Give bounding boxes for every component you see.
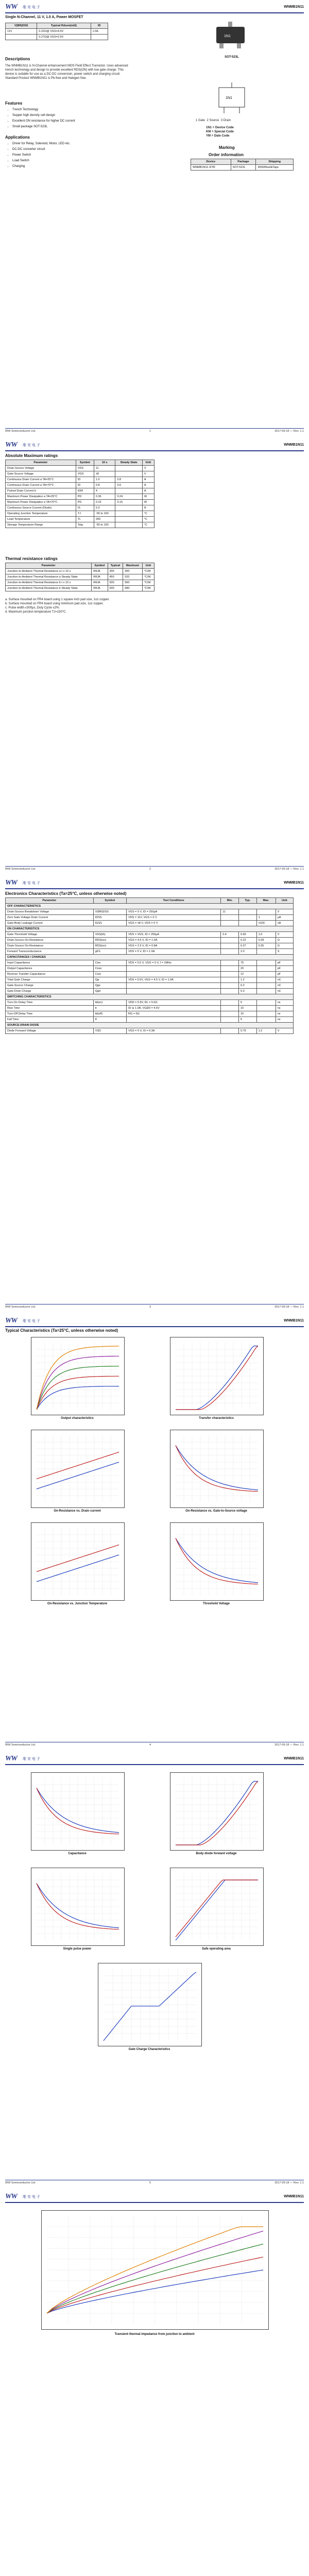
desc-title: Descriptions [5,57,30,61]
pin-diagram [196,82,268,118]
table-row: Junction-to-Ambient Thermal Resistance b Steady State RθJA 600 680 °C/W [6,586,154,591]
table-row: Gate-Threshold Voltage VGS(th) VDS = VGS, ID = 250μA 0.4 0.65 1.0 V [6,932,294,938]
chart-gate-charge [98,1963,202,2046]
table-row: Output Capacitance Coss 20 pF [6,966,294,972]
table-row: Maximum Power Dissipation a TA=25°C PD 0.36 0.24 W [6,494,154,500]
chart-single-pulse [31,1868,125,1946]
list-item: • Power Switch [12,152,136,158]
elec-title: Electronics Characteristics (Ta=25°C, unless otherwise noted) [5,891,127,896]
page-header: WW 维 安 电 子 WNMB1N11 [5,879,304,889]
table-row: Operating Junction Temperature TJ -55 to 150 °C [6,511,154,517]
table-row: Continuous Source Current (Diode) IS 0.3 A [6,505,154,511]
table-row: Gate-Drain Charge Qgd 0.3 nC [6,989,294,994]
svg-text:1N1: 1N1 [226,96,232,100]
table-row: Continuous Drain Current a TA=70°C ID 0.8 0.6 A [6,483,154,488]
order-table: Device Package Shipping WNMB1N11-3/TR SOT-523L 3000/Reel&Tape [191,159,294,171]
caption-body-diode: Body diode forward voltage [196,1852,237,1855]
order-title: Order information [209,152,244,157]
list-item: • Supper high density cell design [12,113,136,118]
page-6 [0,2190,309,2576]
list-item: • Trench Technology [12,107,136,113]
svg-text:1N1: 1N1 [224,35,231,38]
page-header [5,3,304,13]
caption-transfer: Transfer characteristics [199,1417,234,1420]
page-footer: WW Semiconductor Ltd. 4 2017-09-18 — Rev. 1.1 [5,1742,304,1748]
table-row: Gate-Source Charge Qgs 0.2 nC [6,983,294,989]
package-image [201,18,263,54]
table-row: Drain-Source On-Resistance RDS(on) VGS = 4.5 V, ID = 1.0A 0.22 0.28 Ω [6,938,294,943]
table-row: Input Capacitance Ciss VDS = 5.5 V, VGS = 0 V, f = 1MHz 75 pF [6,960,294,966]
chart-vth [170,1522,264,1601]
table-row: Turn-Off Delay Time td(off) RG = 6Ω 15 ns [6,1011,294,1017]
page-header: WW 维 安 电 子 WNMB1N11 [5,1317,304,1327]
caption-rdson-vgs: On-Resistance vs. Gate-to-Source voltage [185,1510,247,1513]
pin-labels: 1 Gate 2 Source 3 Drain [196,119,231,122]
table-row: Gate-Body Leakage Current IGSS VGS = ±8 V, VDS = 0 V ±100 nA [6,921,294,926]
chart-output [31,1337,125,1415]
features-list [7,107,136,130]
spec-table: V(BR)DSS Typical Rdson(mΩ) ID 11V 0.22Ω@ VGS=4.5V 1.0A 0.27Ω@ VGS=2.5V [5,23,108,40]
page-footer: WW Semiconductor Ltd. 3 2017-09-18 — Rev. 1.1 [5,1304,304,1310]
chart-rdson-id [31,1430,125,1508]
table-row: Diode Forward Voltage VSD VGS = 0 V, IS = 0.3A 0.75 1.2 V [6,1028,294,1034]
list-item: • Load Switch [12,158,136,164]
marking-title: Marking [219,145,235,150]
table-header: Parameter Symbol 10 s Steady State Unit [6,460,154,466]
table-row: Drain-Source On-Resistance RDS(on) VGS = 2.5 V, ID = 0.8A 0.27 0.35 Ω [6,943,294,949]
amr-table [5,460,154,528]
list-item: • Driver for Relay, Solenoid, Motor, LED etc. [12,141,136,147]
chart-rdson-vgs [170,1430,264,1508]
caption-gate-charge: Gate Charge Characteristics [128,2048,170,2051]
list-item: • Charging [12,164,136,170]
page-1 [0,0,309,438]
page-footer: WW Semiconductor Ltd. 2 2017-09-18 — Rev. 1.1 [5,866,304,872]
table-row: Zero Gate Voltage Drain Current IDSS VDS = 11V, VGS = 0 V 1 μA [6,915,294,921]
typ-title: Typical Characteristics (Ta=25°C, unless otherwise noted) [5,1328,118,1333]
table-header: Parameter Symbol Typical Maximum Unit [6,563,154,569]
page-header: WW 维 安 电 子 WNMB1N11 [5,441,304,451]
table-row: Total Gate Charge Qg VDS = 5.5V, VGS = 4.5 V, ID = 1.0A 1.2 nC [6,977,294,983]
table-row: Fall Time tf 5 ns [6,1017,294,1023]
section-row: SOURCE-DRAIN DIODE [6,1023,294,1028]
desc-text: The WNMB1N11 is N-Channel enhancement MOS Field Effect Transistor. Uses advanced trench technology and design to provide excellent RDS(ON) with low gate charge. This device is suitable for use as a DC-DC conversion, power switch and charging circuit. Standard Product WNMB1N11 is Pb-free and Halogen free. [5,64,128,80]
table-row: Maximum Power Dissipation a TA=70°C PD 0.23 0.15 W [6,500,154,505]
chart-capacitance [31,1772,125,1851]
page-4 [0,1314,309,1752]
table-row: Junction-to-Ambient Thermal Resistance a Steady State RθJA 450 520 °C/W [6,574,154,580]
applications-list [7,141,136,170]
caption-rdson-id: On-Resistance vs. Drain current [54,1510,101,1513]
logo: WW [5,3,17,11]
table-row: Lead Temperature TL 260 °C [6,517,154,522]
chart-body-diode [170,1772,264,1851]
thermal-table [5,563,154,591]
page-header: WW 维 安 电 子 WNMB1N11 [5,1755,304,1765]
table-header: Parameter Symbol Test Conditions Min. Typ. Max. Unit [6,898,294,904]
page-footer: WW Semiconductor Ltd. 5 2017-09-18 — Rev. 1.1 [5,2180,304,2185]
list-item: • DC-DC converter circuit [12,147,136,152]
brand-cn: 维 安 电 子 [23,6,40,9]
page-2 [0,438,309,876]
page-3 [0,876,309,1314]
caption-soa: Safe operating area [202,1947,231,1951]
chart-transfer [170,1337,264,1415]
table-row: Drain-Source Breakdown Voltage V(BR)DSS VGS = 0 V, ID = 250μA 11 V [6,909,294,915]
page-5 [0,1752,309,2190]
page-footer: WW Semiconductor Ltd. 1 2017-09-18 — Rev. 1.1 [5,428,304,434]
notes: a. Surface mounted on FR4 board using 1 square inch pad size, 1oz copper. b. Surface mounted on FR4 board using minimum pad size, 1oz copper. c. Pulse width ≤300μs, Duty Cycle ≤2%. d. Maximum junction temperature TJ=150°C. [5,598,110,614]
product-title: Single N-Channel, 11 V, 1.0 A, Power MOSFET [5,15,83,19]
table-row: Drain-Source Voltage VDS 11 V [6,466,154,471]
section-row: CAPACITANCES / CHARGES [6,955,294,960]
table-row: Storage Temperature Range Tstg -55 to 150 °C [6,522,154,528]
section-row: ON CHARACTERISTICS [6,926,294,932]
list-item: • Excellent ON resistance for higher DC current [12,118,136,124]
part-number: WNMB1N11 [284,5,304,9]
features-title: Features [5,101,23,106]
section-row: OFF CHARACTERISTICS [6,904,294,909]
page-header: WW 维 安 电 子 WNMB1N11 [5,2193,304,2203]
amr-title: Absolute Maximum ratings [5,453,58,458]
caption-single-pulse: Single pulse power [63,1947,92,1951]
table-row: Pulsed Drain Current b IDM 4 A [6,488,154,494]
caption-vth: Threshold Voltage [203,1602,230,1605]
list-item: • Small package SOT-523L [12,124,136,130]
table-row: Continuous Drain Current a TA=25°C ID 1.0 0.8 A [6,477,154,483]
thermal-title: Thermal resistance ratings [5,556,58,561]
caption-thermal: Transient thermal impedance from junction to ambient [114,2333,195,2336]
chart-soa [170,1868,264,1946]
table-row: Junction-to-Ambient Thermal Resistance a t ≤ 10 s RθJA 300 350 °C/W [6,569,154,574]
chart-rdson-tj [31,1522,125,1601]
electrical-table [5,897,294,1034]
chart-thermal-impedance [41,2210,269,2330]
caption-output: Output characteristics [61,1417,94,1420]
table-row: Junction-to-Ambient Thermal Resistance b t ≤ 10 s RθJA 500 560 °C/W [6,580,154,586]
package-caption: SOT-523L [225,56,239,59]
table-row: Gate-Source Voltage VGS ±8 V [6,471,154,477]
marking-lines: 1N1 = Device Code KM = Special Code YM = Date Code [206,126,234,138]
caption-rdson-tj: On-Resistance vs. Junction Temperature [47,1602,108,1605]
applications-title: Applications [5,135,30,140]
table-row: Reverse Transfer Capacitance Crss 12 pF [6,972,294,977]
table-row: Forward Transconductance gFS VDS = 5 V, ID = 1.0A 2.0 S [6,949,294,955]
caption-capacitance: Capacitance [68,1852,87,1855]
table-row: Rise Time tr ID ≅ 1.0A, VGEN = 4.5V 10 ns [6,1006,294,1011]
table-row: Turn-On Delay Time td(on) VDD = 5.5V, RL = 5.5Ω 5 ns [6,1000,294,1006]
section-row: SWITCHING CHARACTERISTICS [6,994,294,1000]
